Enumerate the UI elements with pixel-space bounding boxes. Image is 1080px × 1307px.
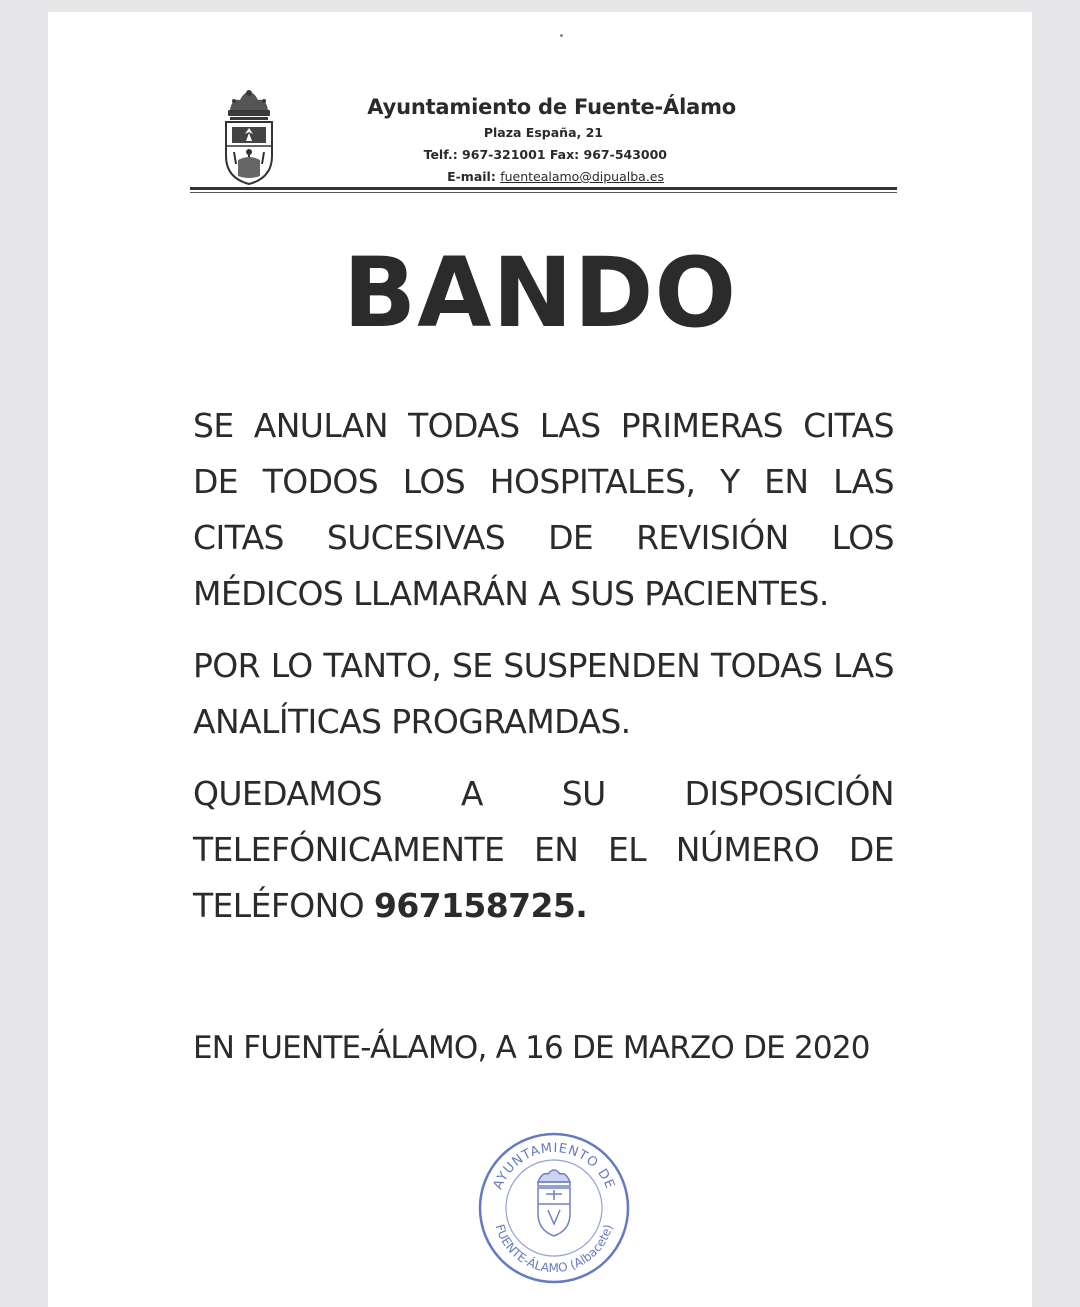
org-name: Ayuntamiento de Fuente-Álamo (367, 95, 736, 119)
seal-crest-icon (538, 1170, 570, 1236)
header-rule-thin (190, 192, 897, 193)
email-link[interactable]: fuentealamo@dipualba.es (500, 169, 664, 184)
date-signoff: EN FUENTE-ÁLAMO, A 16 DE MARZO DE 2020 (193, 1030, 870, 1066)
page-title: BANDO (342, 237, 738, 349)
municipal-crest-icon (218, 90, 280, 186)
email-label: E-mail: (447, 169, 496, 184)
seal-bottom-text: FUENTE-ÁLAMO (Albacete) (492, 1222, 616, 1276)
paragraph-3 (193, 766, 894, 934)
official-seal-stamp (476, 1130, 632, 1286)
org-address: Plaza España, 21 (483, 125, 603, 140)
paragraph-3-text: QUEDAMOS A SU DISPOSICIÓN TELEFÓNICAMENTE EN EL NÚMERO DE TELÉFONO (193, 774, 894, 925)
header-rule-thick (190, 187, 897, 190)
seal-top-text: AYUNTAMIENTO DE (490, 1140, 618, 1192)
paragraph-1: SE ANULAN TODAS LAS PRIMERAS CITAS DE TODOS LOS HOSPITALES, Y EN LAS CITAS SUCESIVAS DE REVISIÓN LOS MÉDICOS LLAMARÁN A SUS PACIENTES. (193, 406, 894, 613)
paragraph-2: POR LO TANTO, SE SUSPENDEN TODAS LAS ANALÍTICAS PROGRAMDAS. (193, 646, 894, 741)
scan-speck (560, 34, 563, 37)
letterhead (300, 92, 736, 188)
contact-phone: 967158725. (373, 886, 588, 925)
org-email-line (300, 166, 664, 188)
org-phones: Telf.: 967-321001 Fax: 967-543000 (423, 147, 667, 162)
